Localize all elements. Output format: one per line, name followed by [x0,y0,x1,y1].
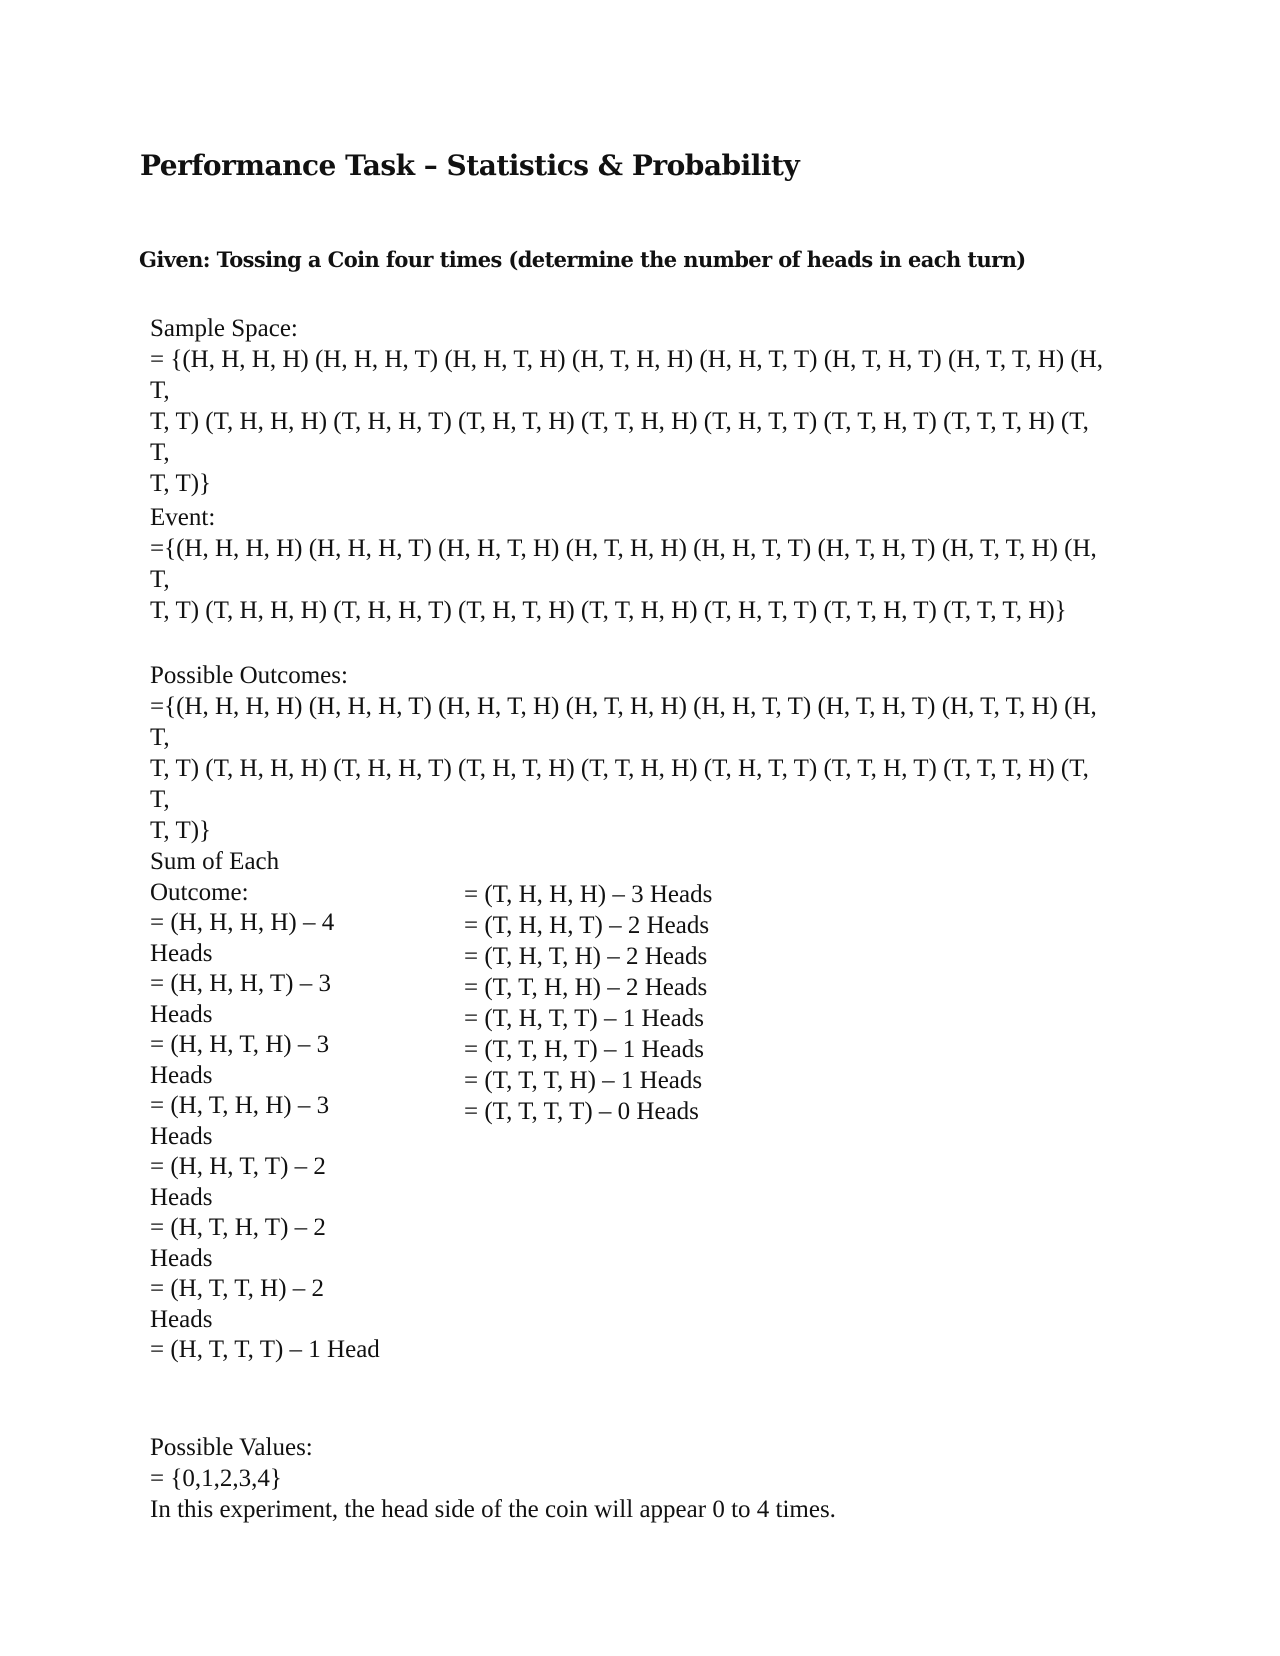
outcome-count: = (T, H, H, H) – 3 Heads [464,881,713,908]
outcome-count: = (H, H, H, T) – 3 [150,970,331,997]
outcome-count: = (H, H, H, H) – 4 [150,909,335,936]
event-line: ={(H, H, H, H) (H, H, H, T) (H, H, T, H) (H, T, H, H) (H, H, T, T) (H, T, H, T) (H, T, T, H) (H, T, [150,535,1097,593]
sample-space-section [150,313,1110,499]
possible-outcomes-label: Possible Outcomes: [150,662,348,689]
outcome-count: = (T, H, T, H) – 2 Heads [464,943,708,970]
sum-right-column [464,879,864,1127]
outcome-count: = (H, T, T, T) – 1 Head [150,1336,380,1363]
outcome-count: = (T, T, T, T) – 0 Heads [464,1098,699,1125]
sample-space-line: T, T) (T, H, H, H) (T, H, H, T) (T, H, T, H) (T, T, H, H) (T, H, T, T) (T, T, H, T) (T, T, T, H) (T, T, [150,408,1089,466]
event-section [150,502,1110,626]
outcome-count: = (T, H, T, T) – 1 Heads [464,1005,704,1032]
outcome-unit: Heads [150,1183,213,1211]
event-label: Event: [150,504,216,531]
given-heading: Given: Tossing a Coin four times (determine the number of heads in each turn) [139,247,1026,272]
outcome-count: = (H, H, T, T) – 2 [150,1153,326,1180]
outcome-count: = (T, T, T, H) – 1 Heads [464,1067,703,1094]
sum-left-column [150,847,430,1366]
possible-outcomes-section [150,660,1110,846]
page-title: Performance Task – Statistics & Probability [140,149,800,182]
possible-values-label: Possible Values: [150,1434,313,1461]
possible-outcomes-line: T, T) (T, H, H, H) (T, H, H, T) (T, H, T, H) (T, T, H, H) (T, H, T, T) (T, T, H, T) (T, T, T, H) (T, T, [150,755,1089,813]
possible-values-set: = {0,1,2,3,4} [150,1465,282,1492]
possible-outcomes-line: ={(H, H, H, H) (H, H, H, T) (H, H, T, H) (H, T, H, H) (H, H, T, T) (H, T, H, T) (H, T, T, H) (H, T, [150,693,1097,751]
outcome-count: = (H, H, T, H) – 3 [150,1031,330,1058]
outcome-count: = (T, T, H, T) – 1 Heads [464,1036,704,1063]
outcome-count: = (H, T, T, H) – 2 [150,1275,325,1302]
event-line: T, T) (T, H, H, H) (T, H, H, T) (T, H, T, H) (T, T, H, H) (T, H, T, T) (T, T, H, T) (T, T, T, H)} [150,597,1067,624]
outcome-count: = (H, T, H, T) – 2 [150,1214,326,1241]
outcome-count: = (T, H, H, T) – 2 Heads [464,912,710,939]
possible-outcomes-line: T, T)} [150,817,212,844]
outcome-unit: Heads [150,1244,213,1272]
outcome-count: = (T, T, H, H) – 2 Heads [464,974,708,1001]
outcome-count: = (H, T, H, H) – 3 [150,1092,330,1119]
conclusion-text: In this experiment, the head side of the coin will appear 0 to 4 times. [150,1496,836,1523]
possible-values-section [150,1432,1110,1525]
outcome-unit: Heads [150,939,213,967]
sum-label: Sum of Each [150,848,280,875]
sample-space-label: Sample Space: [150,315,298,342]
outcome-unit: Heads [150,1122,213,1150]
sample-space-line: T, T)} [150,470,212,497]
outcome-unit: Heads [150,1061,213,1089]
sum-label: Outcome: [150,878,249,906]
sample-space-line: = {(H, H, H, H) (H, H, H, T) (H, H, T, H) (H, T, H, H) (H, H, T, T) (H, T, H, T) (H, T, T, H) (H, T, [150,346,1104,404]
outcome-unit: Heads [150,1000,213,1028]
outcome-unit: Heads [150,1305,213,1333]
